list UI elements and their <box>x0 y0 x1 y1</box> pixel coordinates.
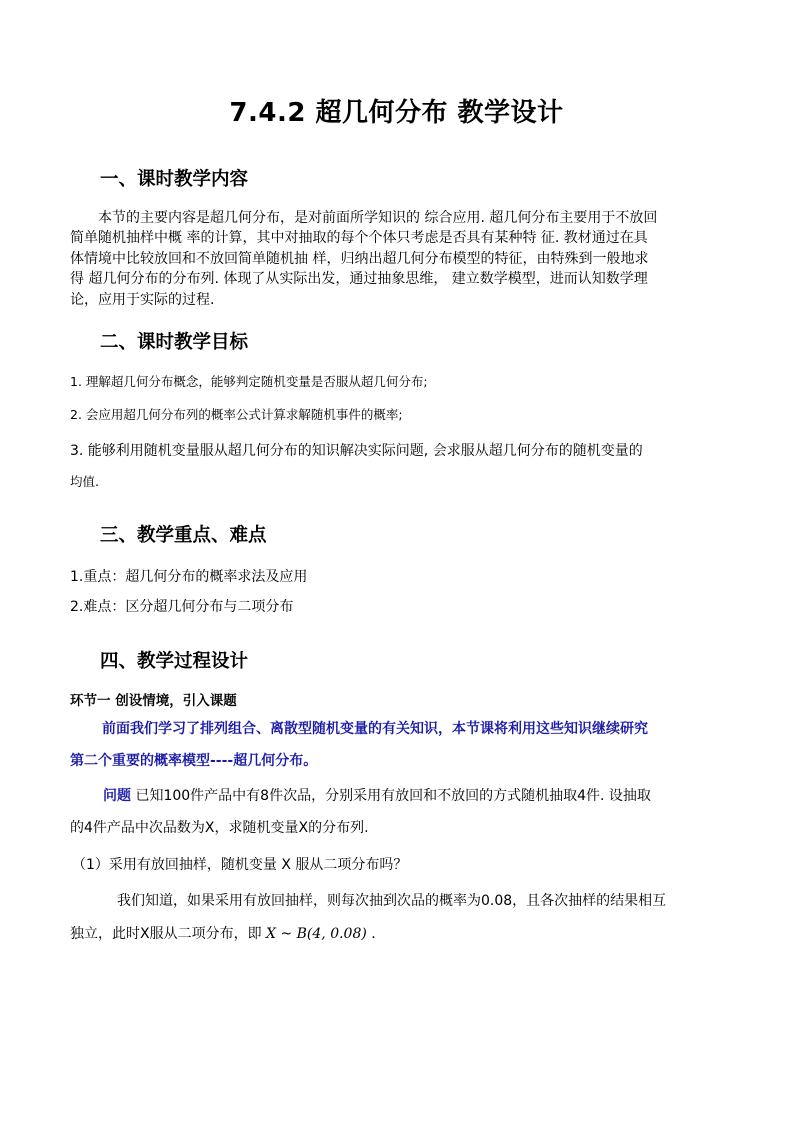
objective-item: 2. 会应用超几何分布列的概率公式计算求解随机事件的概率; <box>70 407 403 422</box>
key-point-item: 1.重点：超几何分布的概率求法及应用 <box>70 569 308 585</box>
content-paragraph-line: 论，应用于实际的过程. <box>70 292 215 308</box>
problem-line <box>103 785 651 805</box>
answer-end: . <box>366 926 376 942</box>
section-heading-content: 一、课时教学内容 <box>100 169 249 190</box>
content-paragraph-line: 简单随机抽样中概 率的计算，其中对抽取的每个个体只考虑是否具有某种特 征. 教材通过在具 <box>70 230 648 246</box>
objective-item: 1. 理解超几何分布概念，能够判定随机变量是否服从超几何分布; <box>70 374 428 389</box>
problem-line-continuation: 的4件产品中次品数为X，求随机变量X的分布列. <box>70 820 369 836</box>
content-paragraph-line: 本节的主要内容是超几何分布，是对前面所学知识的 综合应用. 超几何分布主要用于不放回 <box>98 210 658 226</box>
difficulty-item: 2.难点：区分超几何分布与二项分布 <box>70 599 294 615</box>
objective-item-continuation: 均值. <box>70 474 99 489</box>
objective-item: 3. 能够利用随机变量服从超几何分布的知识解决实际问题, 会求服从超几何分布的随机变量的 <box>70 443 643 459</box>
answer-line-continuation <box>70 923 376 943</box>
document-title: 7.4.2 超几何分布 教学设计 <box>229 98 564 128</box>
segment-heading: 环节一 创设情境，引入课题 <box>70 693 237 709</box>
section-heading-objectives: 二、课时教学目标 <box>100 332 249 353</box>
content-paragraph-line: 体情境中比较放回和不放回简单随机抽 样，归纳出超几何分布模型的特征，由特殊到一般地求 <box>70 251 649 267</box>
intro-text-line: 第二个重要的概率模型----超几何分布。 <box>70 753 318 769</box>
intro-text-line: 前面我们学习了排列组合、离散型随机变量的有关知识，本节课将利用这些知识继续研究 <box>102 721 648 737</box>
section-heading-key-points: 三、教学重点、难点 <box>100 525 267 546</box>
answer-line: 我们知道，如果采用有放回抽样，则每次抽到次品的概率为0.08，且各次抽样的结果相互 <box>117 893 667 909</box>
problem-text: 已知100件产品中有8件次品，分别采用有放回和不放回的方式随机抽取4件. 设抽取 <box>131 788 651 804</box>
content-paragraph-line: 得 超几何分布的分布列. 体现了从实际出发，通过抽象思维， 建立数学模型，进而认知数学理 <box>70 271 648 287</box>
answer-text: 独立，此时X服从二项分布，即 <box>70 926 267 942</box>
problem-label: 问题 <box>103 788 131 804</box>
section-heading-process: 四、教学过程设计 <box>100 651 249 672</box>
binomial-formula: X ~ B(4, 0.08) <box>266 926 367 942</box>
question-one: （1）采用有放回抽样，随机变量 X 服从二项分布吗？ <box>72 857 408 873</box>
